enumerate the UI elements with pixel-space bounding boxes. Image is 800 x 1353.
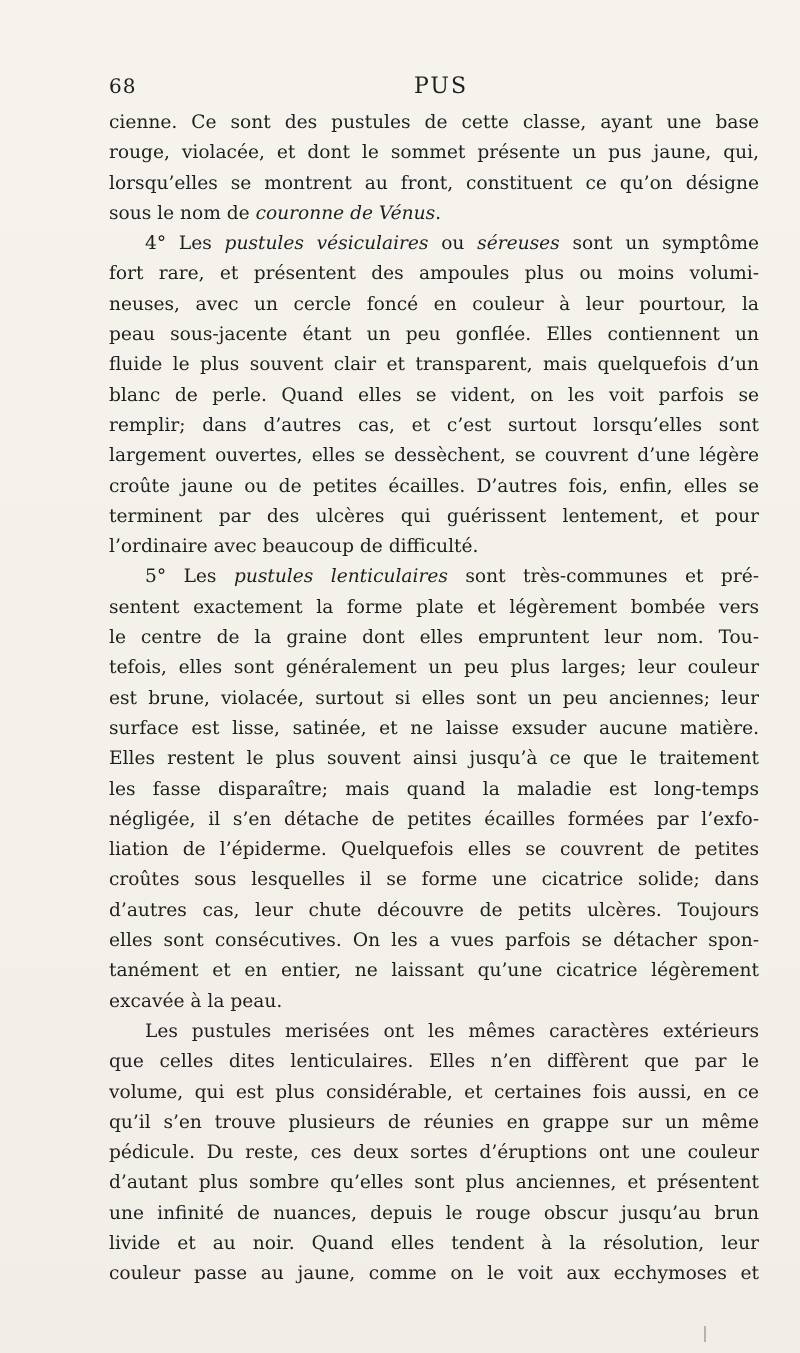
text-line: volume, qui est plus considérable, et certaines fois aussi, en ce: [109, 1081, 759, 1103]
text-line: croûtes sous lesquelles il se forme une cicatrice solide; dans: [109, 869, 759, 891]
text-line: est brune, violacée, surtout si elles sont un peu anciennes; leur: [109, 687, 759, 709]
text-line: largement ouvertes, elles se dessèchent, se couvrent d’une légère: [109, 445, 759, 467]
text-line: excavée à la peau.: [109, 990, 283, 1012]
text-line: croûte jaune ou de petites écailles. D’autres fois, enfin, elles se: [109, 475, 759, 497]
text-line: sous le nom de couronne de Vénus.: [109, 202, 442, 224]
text-line: tefois, elles sont généralement un peu plus larges; leur couleur: [109, 657, 759, 679]
text-line: fluide le plus souvent clair et transparent, mais quelquefois d’un: [109, 354, 759, 376]
text-line: lorsqu’elles se montrent au front, constituent ce qu’on désigne: [109, 172, 759, 194]
running-title: PUS: [414, 74, 469, 99]
text-line: pédicule. Du reste, ces deux sortes d’éruptions ont une couleur: [109, 1142, 759, 1164]
text-line: les fasse disparaître; mais quand la maladie est long-temps: [109, 778, 759, 800]
text-line: sentent exactement la forme plate et légèrement bombée vers: [109, 596, 759, 618]
text-line: le centre de la graine dont elles empruntent leur nom. Tou-: [109, 627, 759, 649]
text-line: couleur passe au jaune, comme on le voit aux ecchymoses et: [109, 1263, 759, 1285]
paragraph-start-line: 4° Les pustules vésiculaires ou séreuses sont un symptôme: [145, 233, 759, 255]
text-line: rouge, violacée, et dont le sommet présente un pus jaune, qui,: [109, 142, 759, 164]
text-line: que celles dites lenticulaires. Elles n’en diffèrent que par le: [109, 1051, 759, 1073]
body-text: [109, 108, 759, 1290]
text-line: l’ordinaire avec beaucoup de difficulté.: [109, 536, 479, 558]
text-line: une infinité de nuances, depuis le rouge obscur jusqu’au brun: [109, 1202, 759, 1224]
printer-mark: [704, 1326, 706, 1342]
text-line: cienne. Ce sont des pustules de cette classe, ayant une base: [109, 112, 759, 133]
text-line: neuses, avec un cercle foncé en couleur à leur pourtour, la: [109, 293, 759, 315]
paragraph-start-line: 5° Les pustules lenticulaires sont très-communes et pré-: [145, 566, 759, 588]
text-line: livide et au noir. Quand elles tendent à la résolution, leur: [109, 1232, 759, 1254]
text-line: tanément et en entier, ne laissant qu’une cicatrice légèrement: [109, 960, 759, 982]
page-number: 68: [109, 74, 137, 98]
text-line: remplir; dans d’autres cas, et c’est surtout lorsqu’elles sont: [109, 414, 759, 436]
text-line: Elles restent le plus souvent ainsi jusqu’à ce que le traitement: [109, 748, 759, 770]
text-line: qu’il s’en trouve plusieurs de réunies en grappe sur un même: [109, 1111, 759, 1133]
text-line: d’autant plus sombre qu’elles sont plus anciennes, et présentent: [109, 1172, 759, 1194]
page-header: [109, 74, 750, 108]
paragraph-start-line: Les pustules merisées ont les mêmes caractères extérieurs: [145, 1020, 759, 1042]
text-line: elles sont consécutives. On les a vues parfois se détacher spon-: [109, 930, 759, 952]
text-line: négligée, il s’en détache de petites écailles formées par l’exfo-: [109, 808, 759, 830]
text-line: surface est lisse, satinée, et ne laisse exsuder aucune matière.: [109, 717, 759, 739]
text-line: d’autres cas, leur chute découvre de petits ulcères. Toujours: [109, 899, 759, 921]
text-line: liation de l’épiderme. Quelquefois elles se couvrent de petites: [109, 839, 759, 861]
text-line: terminent par des ulcères qui guérissent lentement, et pour: [109, 505, 759, 527]
text-line: fort rare, et présentent des ampoules plus ou moins volumi-: [109, 263, 759, 285]
text-line: peau sous-jacente étant un peu gonflée. Elles contiennent un: [109, 324, 759, 346]
text-line: blanc de perle. Quand elles se vident, on les voit parfois se: [109, 384, 759, 406]
